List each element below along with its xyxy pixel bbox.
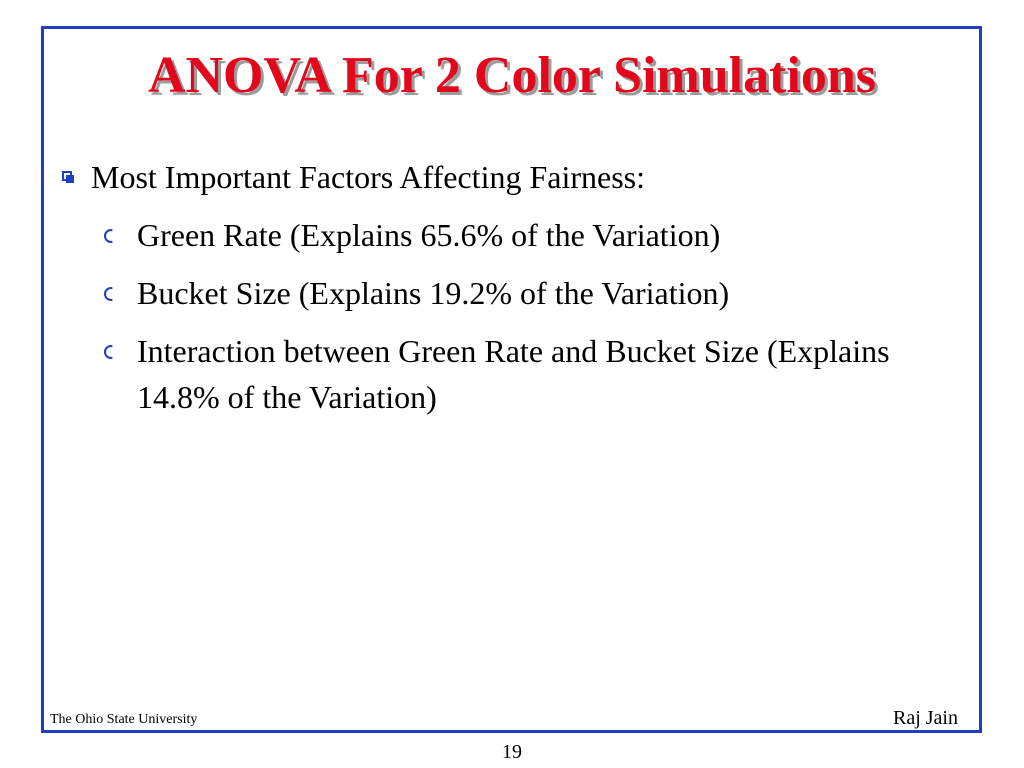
- slide-title: ANOVA For 2 Color Simulations: [147, 47, 877, 104]
- sub-bullet-text: Green Rate (Explains 65.6% of the Variation): [137, 217, 721, 253]
- hollow-circle-bullet-icon: [104, 287, 118, 301]
- sub-bullet-text: Bucket Size (Explains 19.2% of the Variation): [137, 275, 730, 311]
- sub-bullet-text: Interaction between Green Rate and Bucket Size (Explains 14.8% of the Variation): [137, 333, 890, 415]
- footer-author: Raj Jain: [893, 707, 958, 729]
- sub-bullet-list: [104, 212, 924, 432]
- footer-institution: The Ohio State University: [50, 712, 198, 727]
- hollow-circle-bullet-icon: [104, 345, 118, 359]
- main-bullet-text: Most Important Factors Affecting Fairness:: [91, 159, 645, 195]
- square-bullet-icon: [62, 171, 72, 181]
- sub-bullet-item: [104, 212, 924, 258]
- sub-bullet-item: [104, 328, 924, 420]
- sub-bullet-item: [104, 270, 924, 316]
- hollow-circle-bullet-icon: [104, 229, 118, 243]
- page-number: 19: [502, 741, 522, 763]
